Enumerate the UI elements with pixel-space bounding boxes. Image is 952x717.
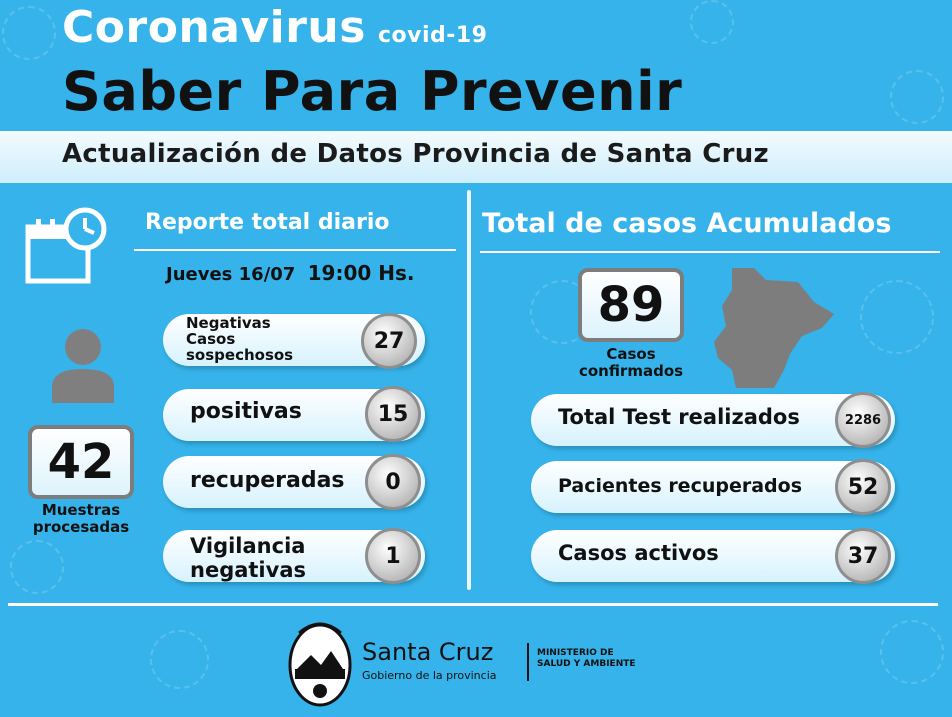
muestras-value-box xyxy=(28,425,134,499)
negativas-value: 27 xyxy=(361,313,417,369)
santa-cruz-map-icon xyxy=(706,262,842,394)
recuperados-value: 52 xyxy=(835,459,891,515)
activos-label: Casos activos xyxy=(558,541,719,565)
vigilancia-label: Vigilancia negativas xyxy=(190,534,306,582)
gov-sub: Gobierno de la provincia xyxy=(362,669,497,682)
muestras-value: 42 xyxy=(47,434,115,490)
person-icon xyxy=(48,323,118,403)
background-virus-pattern xyxy=(10,540,64,594)
cumulative-title-underline xyxy=(480,251,940,253)
report-day: Jueves 16/07 xyxy=(166,264,296,285)
background-virus-pattern xyxy=(890,70,944,124)
activos-value: 37 xyxy=(835,528,891,584)
negativas-label: Negativas Casos sospechosos xyxy=(186,314,294,364)
coat-of-arms-icon xyxy=(285,615,355,711)
confirmed-label: Casos confirmados xyxy=(578,345,684,380)
background-virus-pattern xyxy=(150,630,209,689)
report-date xyxy=(166,261,414,285)
daily-report-title: Reporte total diario xyxy=(145,210,390,235)
horizontal-divider xyxy=(8,603,938,606)
vertical-divider xyxy=(467,190,471,590)
vigilancia-value: 1 xyxy=(365,528,421,584)
daily-title-underline xyxy=(134,249,456,251)
tests-label: Total Test realizados xyxy=(558,405,800,429)
background-virus-pattern xyxy=(860,280,934,354)
background-virus-pattern xyxy=(880,620,944,684)
confirmed-value-box xyxy=(578,268,684,342)
tests-value: 2286 xyxy=(835,392,891,448)
header-title: Coronavirus covid-19 xyxy=(62,2,488,53)
cumulative-title: Total de casos Acumulados xyxy=(482,208,892,239)
background-virus-pattern xyxy=(690,0,734,44)
header-subtitle: covid-19 xyxy=(377,23,488,48)
muestras-label: Muestras procesadas xyxy=(32,501,130,536)
recuperados-label: Pacientes recuperados xyxy=(558,475,803,497)
ministry-label: MINISTERIO DE SALUD Y AMBIENTE xyxy=(537,648,636,669)
header-band-text: Actualización de Datos Provincia de Santa Cruz xyxy=(62,139,769,169)
positivas-label: positivas xyxy=(190,399,302,424)
calendar-clock-icon xyxy=(24,205,108,285)
gov-divider xyxy=(527,643,529,681)
report-time: 19:00 Hs. xyxy=(307,261,415,285)
recuperadas-label: recuperadas xyxy=(190,468,345,493)
gov-name: Santa Cruz xyxy=(362,638,494,666)
recuperadas-value: 0 xyxy=(365,454,421,510)
background-virus-pattern xyxy=(2,6,56,60)
positivas-value: 15 xyxy=(365,386,421,442)
confirmed-value: 89 xyxy=(597,277,665,333)
header-headline: Saber Para Prevenir xyxy=(62,60,683,123)
